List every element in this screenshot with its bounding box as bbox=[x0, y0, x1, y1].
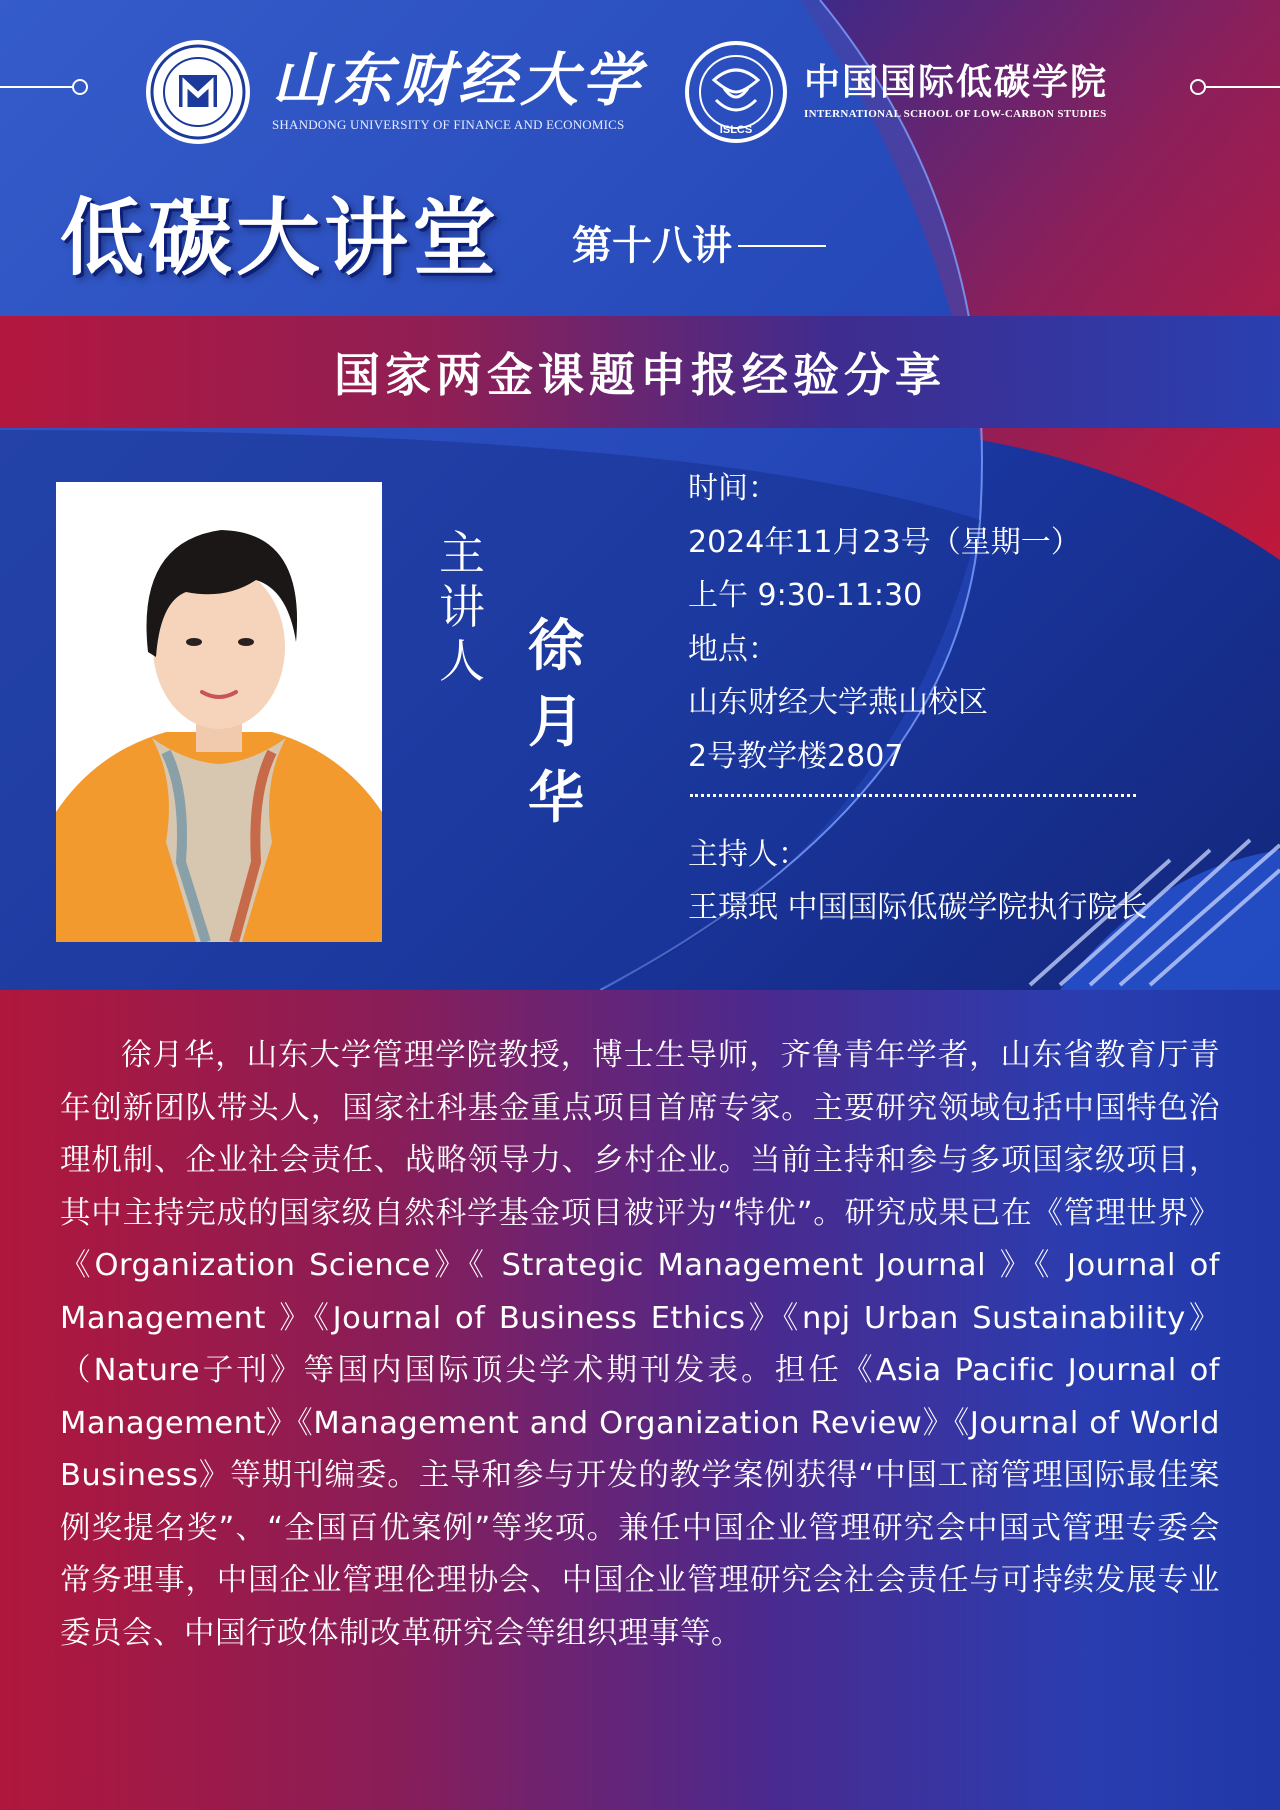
event-time: 上午 9:30-11:30 bbox=[688, 578, 923, 613]
event-date: 2024年11月23号（星期一） bbox=[688, 524, 1081, 560]
university-logo bbox=[146, 40, 644, 144]
info-divider bbox=[690, 794, 1136, 797]
host-label: 主持人： bbox=[688, 837, 808, 872]
place-line-2: 2号教学楼2807 bbox=[688, 738, 904, 774]
speaker-bio: 徐月华，山东大学管理学院教授，博士生导师，齐鲁青年学者，山东省教育厅青年创新团队带头人，国家社科基金重点项目首席专家。主要研究领域包括中国特色治理机制、企业社会责任、战略领导力、乡村企业。当前主持和参与多项国家级项目，其中主持完成的国家级自然科学基金项目被评为“特优”。研究成果已在《管理世界》《Organization Science》《 Strategic Management Journal 》《 Journal of Management 》《Journal of Business Ethics》《npj Urban Sustainability》（Nature子刊》等国内国际顶尖学术期刊发表。担任《Asia Pacific Journal of Management》《Management and Organization Review》《Journal of World Business》等期刊编委。主导和参与开发的教学案例获得“中国工商管理国际最佳案例奖提名奖”、“全国百优案例”等奖项。兼任中国企业管理研究会中国式管理专委会常务理事，中国企业管理伦理协会、中国企业管理研究会社会责任与可持续发展专业委员会、中国行政体制改革研究会等组织理事等。 bbox=[60, 1038, 1220, 1651]
lecture-number bbox=[572, 223, 826, 269]
place-label: 地点： bbox=[688, 631, 778, 667]
lecture-dash bbox=[738, 245, 826, 247]
school-name-en: INTERNATIONAL SCHOOL OF LOW-CARBON STUDIES bbox=[804, 108, 1107, 120]
lecture-number-text: 第十八讲 bbox=[572, 223, 732, 269]
speaker-photo bbox=[56, 482, 382, 942]
speaker-name: 徐月华 bbox=[528, 613, 584, 831]
header-right-ring bbox=[1190, 79, 1206, 95]
series-title: 低碳大讲堂 bbox=[60, 189, 501, 287]
speaker-label: 主讲人 bbox=[439, 526, 485, 688]
time-label: 时间： bbox=[688, 471, 778, 506]
school-logo bbox=[684, 40, 1108, 144]
university-name: 山东财经大学 bbox=[272, 46, 645, 114]
header-right-line bbox=[1206, 86, 1280, 88]
school-name: 中国国际低碳学院 bbox=[804, 61, 1109, 103]
host-name: 王璟珉 中国国际低碳学院执行院长 bbox=[688, 890, 1148, 925]
place-line-1: 山东财经大学燕山校区 bbox=[688, 685, 988, 720]
svg-text:ISLCS: ISLCS bbox=[719, 124, 753, 136]
event-info bbox=[688, 462, 1081, 783]
islcs-seal-icon bbox=[684, 40, 788, 144]
university-name-en: SHANDONG UNIVERSITY OF FINANCE AND ECONOMICS bbox=[272, 117, 625, 132]
lecture-topic: 国家两金课题申报经验分享 bbox=[334, 348, 946, 402]
sdufe-seal-icon bbox=[146, 40, 250, 144]
header-left-ring bbox=[72, 79, 88, 95]
host-info bbox=[688, 828, 1148, 934]
header-left-line bbox=[0, 86, 74, 88]
